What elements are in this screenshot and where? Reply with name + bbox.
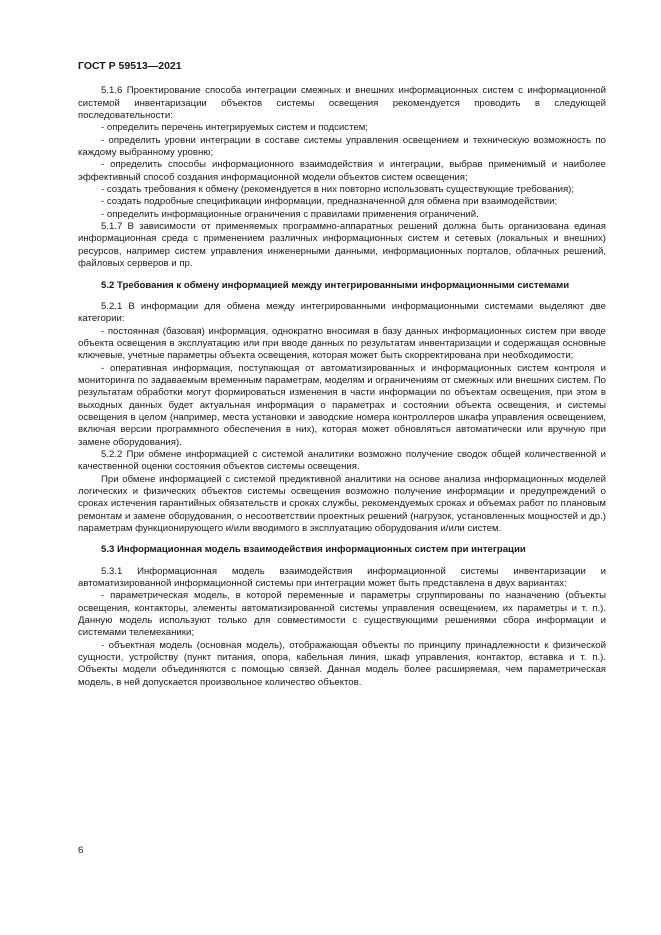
paragraph: При обмене информацией с системой предиктивной аналитики на основе анализа информационных моделей логических и физических объектов системы освещения возможно получение информации и предупреждений о сроках истечения гарантийных обязательств и сроках службы, рекомендуемых сроках и объемах работ по плановым ремонтам и замене оборудования, о несоответствии проектных решений (нагрузок, установленных мощностей и др.) параметрам функционирующего и/или вводимого в эксплуатацию оборудования и/или систем.: [78, 473, 606, 535]
page-number: 6: [78, 845, 84, 856]
list-item: - параметрическая модель, в которой переменные и параметры сгруппированы по назначению (объекты освещения, контакторы, элементы автоматизированной системы управления освещением, их параметры и т. п.). Данную модель используют только для совместимости с существующими решениями сбора информации и системами телемеханики;: [78, 590, 606, 639]
paragraph: 5.1.7 В зависимости от применяемых программно-аппаратных решений должна быть организована единая информационная среда с применением различных информационных систем и сетевых (локальных и внешних) ресурсов, например систем управления инженерными данными, информационных порталов, облачных решений, файловых серверов и пр.: [78, 221, 606, 270]
section-5-2-text: [78, 301, 606, 536]
paragraph: 5.1.6 Проектирование способа интеграции смежных и внешних информационных систем с информационной системой инвентаризации объектов системы освещения рекомендуется проводить в следующей последовательности:: [78, 85, 606, 122]
section-5-1-text: [78, 85, 606, 270]
list-item: - постоянная (базовая) информация, однократно вносимая в базу данных информационных систем при вводе объекта освещения в эксплуатацию или при вводе данных по результатам инвентаризации и содержащая основные ключевые, учетные параметры объекта освещения, которая может быть скорректирована при необходимости;: [78, 325, 606, 362]
list-item: - оперативная информация, поступающая от автоматизированных и информационных систем контроля и мониторинга по задаваемым временным параметрам, моделям и ограничениям от смежных или внешних систем. По результатам обработки могут формироваться изменения в части информации по объектам освещения, при этом в выходных данных будет актуальная информация о параметрах и состоянии объекта освещения, и системы освещения в целом (например, места установки и заводские номера контроллеров шкафа управления освещением, включая версии программного обеспечения в них), которая может обновляться автоматически или вручную при замене оборудования).: [78, 362, 606, 448]
list-item: - определить уровни интеграции в составе системы управления освещением и техническую возможность по каждому выбранному уровню;: [78, 134, 606, 159]
section-5-2-heading: 5.2 Требования к обмену информацией между интегрированными информационными системами: [101, 279, 570, 291]
list-item: - определить перечень интегрируемых систем и подсистем;: [101, 122, 368, 134]
standard-header: ГОСТ Р 59513—2021: [78, 60, 182, 72]
list-item: - объектная модель (основная модель), отображающая объекты по принципу принадлежности к физической сущности, устройству (пункт питания, опора, кабельная линия, шкаф управления, контактор, вставка и т. п.). Объекты модели объединяются с помощью связей. Данная модель более расширяемая, чем параметрическая модель, в ней допускается произвольное количество объектов.: [78, 639, 606, 688]
list-item: - определить информационные ограничения с правилами применения ограничений.: [101, 208, 479, 220]
paragraph: 5.2.2 При обмене информацией с системой аналитики возможно получение сводок общей количественной и качественной оценки состояния объектов системы освещения.: [78, 448, 606, 473]
list-item: - создать подробные спецификации информации, предназначенной для обмена при взаимодействии;: [101, 196, 558, 208]
list-item: - определить способы информационного взаимодействия и интеграции, выбрав применимый и наиболее эффективный способ создания информационной модели объектов систем освещения;: [78, 159, 606, 183]
section-5-3-text: [78, 566, 606, 689]
list-item: - создать требования к обмену (рекомендуется в них повторно использовать существующие требования);: [101, 184, 575, 196]
section-5-3-heading: 5.3 Информационная модель взаимодействия информационных систем при интеграции: [101, 544, 526, 556]
paragraph: 5.2.1 В информации для обмена между интегрированными информационными системами выделяют две категории:: [78, 300, 606, 325]
paragraph: 5.3.1 Информационная модель взаимодействия информационной системы инвентаризации и автоматизированной информационной системы при интеграции может быть представлена в двух вариантах:: [78, 565, 606, 590]
